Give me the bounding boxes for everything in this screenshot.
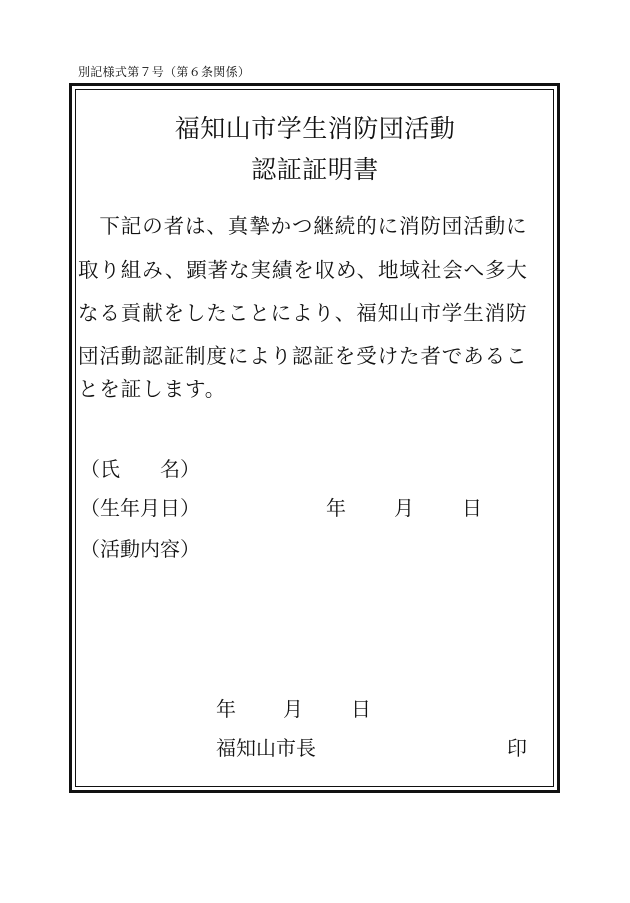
issue-year-marker: 年 — [216, 697, 236, 721]
issuer-title: 福知山市長 — [216, 736, 316, 760]
activity-field-label: （活動内容） — [80, 537, 200, 561]
certificate-inner-border — [75, 89, 554, 787]
birthdate-month-marker: 月 — [394, 496, 414, 520]
form-number: 別記様式第７号（第６条関係） — [78, 65, 251, 79]
certificate-body-line: 団活動認証制度により認証を受けた者であるこ — [78, 344, 528, 368]
certificate-frame — [69, 83, 560, 793]
certificate-title-line1: 福知山市学生消防団活動 — [174, 114, 456, 143]
certificate-body-line: なる貢献をしたことにより、福知山市学生消防 — [78, 301, 528, 325]
birthdate-day-marker: 日 — [462, 496, 482, 520]
certificate-body-line: とを証します。 — [78, 377, 227, 401]
birthdate-year-marker: 年 — [326, 496, 346, 520]
certificate-body-line: 取り組み、顕著な実績を収め、地域社会へ多大 — [78, 258, 528, 282]
name-field-label: （氏 名） — [80, 457, 200, 481]
official-seal-mark: 印 — [507, 736, 527, 760]
issue-month-marker: 月 — [283, 697, 303, 721]
birthdate-field-label: （生年月日） — [80, 496, 200, 520]
certificate-title-line2: 認証証明書 — [251, 155, 379, 184]
certificate-body-line: 下記の者は、真摯かつ継続的に消防団活動に — [78, 214, 528, 238]
issue-day-marker: 日 — [351, 697, 371, 721]
